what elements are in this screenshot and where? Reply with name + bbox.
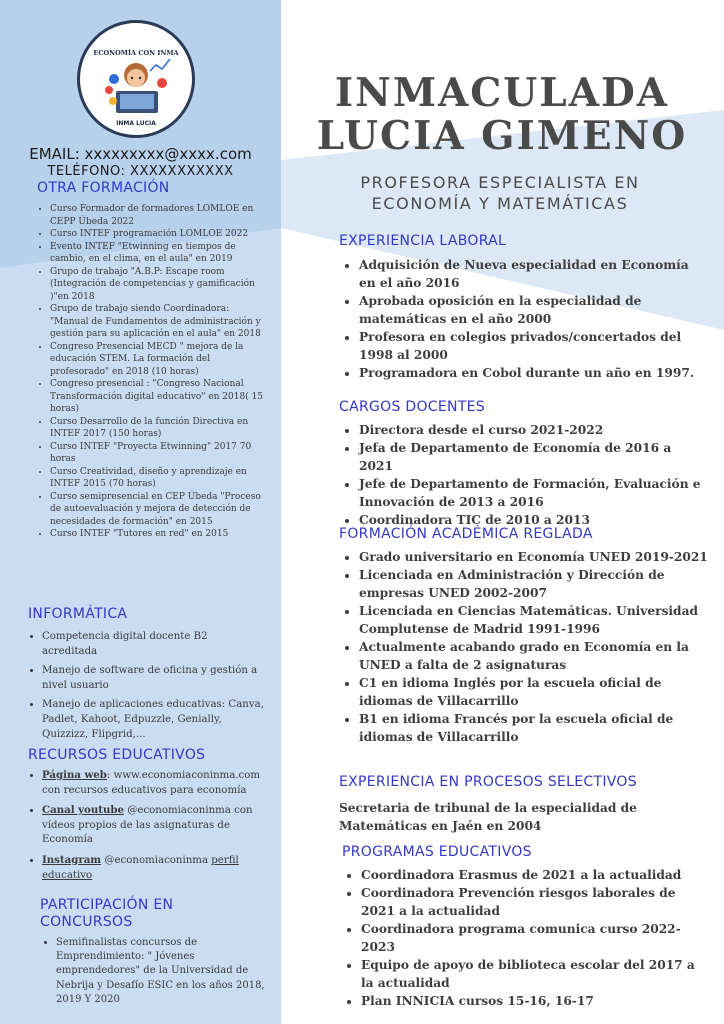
cargos-title: CARGOS DOCENTES xyxy=(339,399,485,415)
logo xyxy=(77,20,195,138)
list-item: • Coordinadora TIC de 2010 a 2013 xyxy=(359,511,709,529)
formacion-list xyxy=(345,548,709,746)
list-item: • Curso semipresencial en CEP Úbeda "Proceso de autoevaluación y mejora de detección de necesidades de formación" en 2015 xyxy=(50,491,270,529)
list-item: • Adquisición de Nueva especialidad en Economía en el año 2016 xyxy=(359,256,709,292)
list-item: • Licenciada en Administración y Dirección de empresas UNED 2002-2007 xyxy=(359,566,709,602)
list-item: • Grado universitario en Economía UNED 2019-2021 xyxy=(359,548,709,566)
list-item: • Curso Formador de formadores LOMLOE en CEPP Úbeda 2022 xyxy=(50,203,270,228)
procesos-title: EXPERIENCIA EN PROCESOS SELECTIVOS xyxy=(339,774,637,790)
logo-top-text: ECONOMÍA CON INMA xyxy=(93,49,179,57)
list-item xyxy=(42,853,266,883)
list-item: • Jefa de Departamento de Economía de 2016 a 2021 xyxy=(359,439,709,475)
list-item: • Jefe de Departamento de Formación, Evaluación e Innovación de 2013 a 2016 xyxy=(359,475,709,511)
otra-formacion-list xyxy=(36,203,270,541)
otra-formacion-title: OTRA FORMACIÓN xyxy=(37,180,170,196)
name-line1: INMACULADA xyxy=(334,70,670,116)
list-item: • Curso INTEF programación LOMLOE 2022 xyxy=(50,228,270,241)
list-item: • Directora desde el curso 2021-2022 xyxy=(359,421,709,439)
list-item: • Semifinalistas concursos de Emprendimiento: " Jóvenes emprendedores" de la Universidad de Nebrija y Desafío ESIC en los años 2018, 2019 Y 2020 xyxy=(56,936,268,1007)
concursos-title-line1: PARTICIPACIÓN EN xyxy=(40,897,174,913)
logo-illustration-icon xyxy=(80,23,192,135)
email: EMAIL: xxxxxxxxx@xxxx.com xyxy=(29,145,252,163)
list-item: • Competencia digital docente B2 acreditada xyxy=(42,630,266,659)
perfil-link[interactable]: perfil educativo xyxy=(42,854,239,881)
list-item: • Curso Creatividad, diseño y aprendizaje en INTEF 2015 (70 horas) xyxy=(50,466,270,491)
informatica-list xyxy=(28,630,266,747)
list-item: • Licenciada en Ciencias Matemáticas. Universidad Complutense de Madrid 1991-1996 xyxy=(359,602,709,638)
concursos-list xyxy=(42,936,268,1007)
recursos-title: RECURSOS EDUCATIVOS xyxy=(28,747,206,763)
instagram-link[interactable]: Instagram xyxy=(42,853,102,866)
cargos-list xyxy=(345,421,709,529)
list-item: • B1 en idioma Francés por la escuela oficial de idiomas de Villacarrillo xyxy=(359,710,709,746)
list-item: • C1 en idioma Inglés por la escuela oficial de idiomas de Villacarrillo xyxy=(359,674,709,710)
experiencia-list xyxy=(345,256,709,382)
subtitle-line1: PROFESORA ESPECIALISTA EN xyxy=(360,173,640,192)
instagram-text: @economiaconinma xyxy=(101,854,212,866)
list-item: • Congreso Presencial MECD " mejora de la educación STEM. La formación del profesorado" en 2018 (10 horas) xyxy=(50,341,270,379)
list-item: • Actualmente acabando grado en Economía en la UNED a falta de 2 asignaturas xyxy=(359,638,709,674)
list-item: • Manejo de software de oficina y gestión a nivel usuario xyxy=(42,664,266,693)
list-item: • Curso INTEF "Proyecta Etwinning" 2017 70 horas xyxy=(50,441,270,466)
web-text: : www.economiaconinma.com con recursos educativos para economía xyxy=(42,770,261,796)
youtube-text: @economiaconinma con vídeos propios de las asignaturas de Economía xyxy=(42,805,253,846)
list-item xyxy=(42,803,266,848)
list-item: • Coordinadora programa comunica curso 2022-2023 xyxy=(361,920,711,956)
list-item: • Curso INTEF "Tutores en red" en 2015 xyxy=(50,528,270,541)
web-link[interactable]: Página web xyxy=(42,769,107,781)
list-item: • Evento INTEF "Etwinning en tiempos de cambio, en el clima, en el aula" en 2019 xyxy=(50,241,270,266)
list-item: • Programadora en Cobol durante un año en 1997. xyxy=(359,364,709,382)
concursos-title-line2: CONCURSOS xyxy=(40,914,133,930)
phone: TELÉFONO: XXXXXXXXXXX xyxy=(47,164,234,179)
list-item: • Aprobada oposición en la especialidad de matemáticas en el año 2000 xyxy=(359,292,709,328)
list-item: • Grupo de trabajo "A.B.P: Escape room (Integración de competencias y gamificación )"en 2018 xyxy=(50,266,270,304)
list-item: • Coordinadora Erasmus de 2021 a la actualidad xyxy=(361,866,711,884)
recursos-list xyxy=(28,768,266,888)
subtitle-line2: ECONOMÍA Y MATEMÁTICAS xyxy=(371,194,629,213)
list-item: • Curso Desarrollo de la función Directiva en INTEF 2017 (150 horas) xyxy=(50,416,270,441)
concursos-title xyxy=(40,897,173,931)
programas-title: PROGRAMAS EDUCATIVOS xyxy=(342,844,532,860)
list-item: • Equipo de apoyo de biblioteca escolar del 2017 a la actualidad xyxy=(361,956,711,992)
procesos-text: Secretaria de tribunal de la especialidad de Matemáticas en Jaén en 2004 xyxy=(339,801,637,833)
list-item: • Manejo de aplicaciones educativas: Canva, Padlet, Kahoot, Edpuzzle, Genially, Quizzizz, Flipgrid,... xyxy=(42,698,266,742)
list-item: • Plan INNICIA cursos 15-16, 16-17 xyxy=(361,992,711,1010)
name-line2: LUCIA GIMENO xyxy=(316,113,688,159)
list-item: • Profesora en colegios privados/concertados del 1998 al 2000 xyxy=(359,328,709,364)
list-item: • Coordinadora Prevención riesgos laborales de 2021 a la actualidad xyxy=(361,884,711,920)
formacion-title: FORMACIÓN ACADÉMICA REGLADA xyxy=(339,526,593,542)
informatica-title: INFORMÁTICA xyxy=(28,606,128,622)
experiencia-title: EXPERIENCIA LABORAL xyxy=(339,233,507,249)
list-item: • Grupo de trabajo siendo Coordinadora: "Manual de Fundamentos de administración y gestión para su aplicación en el aula" en 2018 xyxy=(50,303,270,341)
programas-list xyxy=(347,866,711,1010)
list-item: • Congreso presencial : "Congreso Nacional Transformación digital educativo" en 2018( 15 horas) xyxy=(50,378,270,416)
list-item xyxy=(42,768,266,798)
logo-bottom-text: INMA LUCIA xyxy=(116,120,156,127)
youtube-link[interactable]: Canal youtube xyxy=(42,804,124,817)
